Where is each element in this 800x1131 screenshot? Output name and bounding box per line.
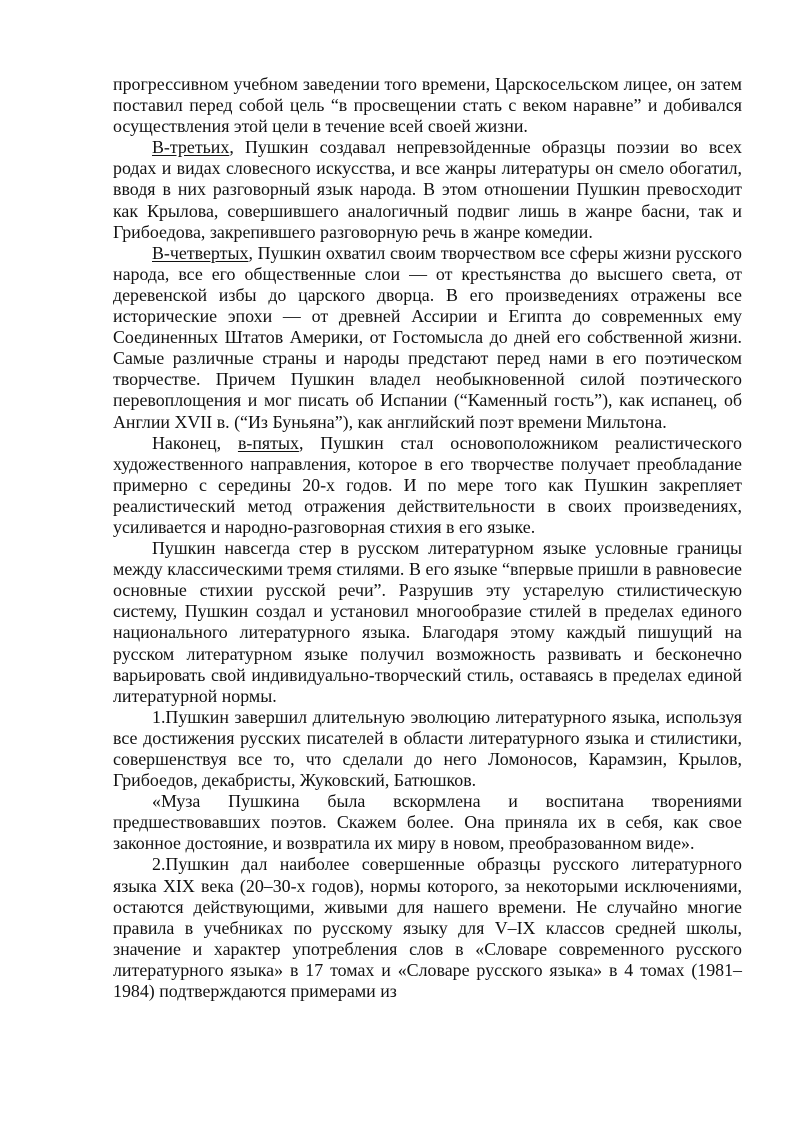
paragraph-7 <box>113 791 742 854</box>
paragraph-2 <box>113 137 742 242</box>
paragraph-4 <box>113 433 742 538</box>
paragraph-5-text: Пушкин навсегда стер в русском литературном языке условные границы между классическими тремя стилями. В его языке “впервые пришли в равновесие основные стихии русской речи”. Разрушив эту устарелую стилистическую систему, Пушкин создал и установил многообразие стилей в пределах единого национального литературного языка. Благодаря этому каждый пишущий на русском литературном языке получил возможность развивать и бесконечно варьировать свой индивидуально-творческий стиль, оставаясь в пределах единой литературной нормы. <box>113 538 742 706</box>
paragraph-3 <box>113 243 742 433</box>
paragraph-4-lead: в-пятых <box>237 432 299 453</box>
paragraph-7-text: «Муза Пушкина была вскормлена и воспитана творениями предшествовавших поэтов. Скажем более. Она приняла их в себя, как свое законное достояние, и возвратила их миру в новом, преобразованном виде». <box>113 791 742 854</box>
paragraph-6 <box>113 707 742 791</box>
body-text <box>113 74 742 1002</box>
paragraph-1 <box>113 74 742 137</box>
paragraph-6-text: 1.Пушкин завершил длительную эволюцию литературного языка, используя все достижения русских писателей в области литературного языка и стилистики, совершенствуя все то, что сделали до него Ломоносов, Карамзин, Крылов, Грибоедов, декабристы, Жуковский, Батюшков. <box>113 706 742 791</box>
paragraph-1-text: прогрессивном учебном заведении того времени, Царскосельском лицее, он затем поставил перед собой цель “в просвещении стать с веком наравне” и добивался осуществления этой цели в течение всей своей жизни. <box>113 74 742 137</box>
paragraph-4-pre: Наконец, <box>152 432 238 453</box>
paragraph-3-text: , Пушкин охватил своим творчеством все сферы жизни русского народа, все его общественные слои — от крестьянства до высшего света, от деревенской избы до царского дворца. В его произведениях отражены все исторические эпохи — от древней Ассирии и Египта до современных ему Соединенных Штатов Америки, от Гостомысла до дней его собственной жизни. Самые различные страны и народы предстают перед нами в его поэтическом творчестве. Причем Пушкин владел необыкновенной силой поэтического перевоплощения и мог писать об Испании (“Каменный гость”), как испанец, об Англии XVII в. (“Из Буньяна”), как английский поэт времени Мильтона. <box>113 242 742 432</box>
paragraph-2-lead: В-третьих <box>152 137 230 158</box>
paragraph-5 <box>113 538 742 707</box>
paragraph-8-text: 2.Пушкин дал наиболее совершенные образцы русского литературного языка XIX века (20–30-х годов), нормы которого, за некоторыми исключениями, остаются действующими, живыми для нашего времени. Не случайно многие правила в учебниках по русскому языку для V–IX классов средней школы, значение и характер употребления слов в «Словаре современного русского литературного языка» в 17 томах и «Словаре русского языка» в 4 томах (1981–1984) подтверждаются примерами из <box>113 854 742 1002</box>
paragraph-2-text: , Пушкин создавал непревзойденные образцы поэзии во всех родах и видах словесного искусства, и все жанры литературы он смело обогатил, вводя в них разговорный язык народа. В этом отношении Пушкин превосходит как Крылова, совершившего аналогичный подвиг лишь в жанре басни, так и Грибоедова, закрепившего разговорную речь в жанре комедии. <box>113 137 742 242</box>
paragraph-4-text: , Пушкин стал основоположником реалистического художественного направления, которое в его творчестве получает преобладание примерно с середины 20-х годов. И по мере того как Пушкин закрепляет реалистический метод отражения действительности в своих произведениях, усиливается и народно-разговорная стихия в его языке. <box>113 432 742 537</box>
paragraph-3-lead: В-четвертых <box>152 242 249 263</box>
paragraph-8 <box>113 854 742 1002</box>
